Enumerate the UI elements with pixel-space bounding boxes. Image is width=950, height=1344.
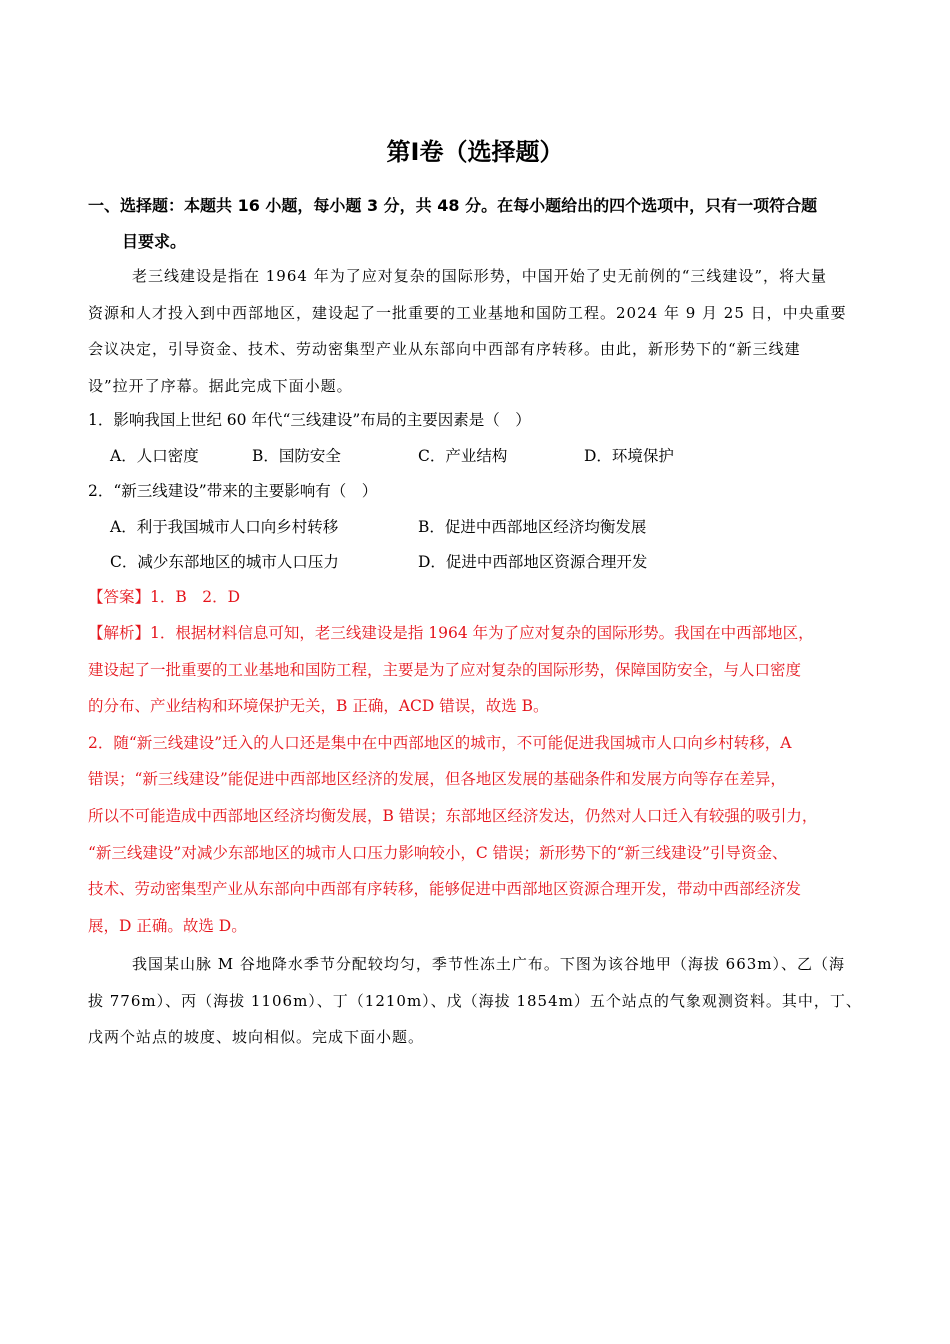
passage-2-line: 拔 776m）、丙（海拔 1106m）、丁（1210m）、戊（海拔 1854m）五个站点的气象观测资料。其中，丁、: [88, 991, 862, 1010]
question-1-option-d: D．环境保护: [584, 447, 674, 465]
question-2-option-b: B．促进中西部地区经济均衡发展: [418, 518, 647, 536]
question-1-option-b: B．国防安全: [252, 447, 341, 465]
analysis-line: “新三线建设”对减少东部地区的城市人口压力影响较小，C 错误；新形势下的“新三线建设”引导资金、: [88, 843, 788, 862]
analysis-line: 建设起了一批重要的工业基地和国防工程，主要是为了应对复杂的国际形势，保障国防安全，与人口密度: [88, 660, 802, 679]
passage-1-line: 资源和人才投入到中西部地区，建设起了一批重要的工业基地和国防工程。2024 年 9 月 25 日，中央重要: [88, 303, 847, 322]
analysis-line: 1．根据材料信息可知，老三线建设是指 1964 年为了应对复杂的国际形势。我国在中西部地区，: [150, 624, 814, 642]
answer-label: 【答案】: [88, 588, 151, 606]
passage-1: [88, 258, 866, 404]
analysis-block: [88, 615, 868, 944]
question-2-option-a: A．利于我国城市人口向乡村转移: [110, 518, 339, 536]
passage-2-line: 戊两个站点的坡度、坡向相似。完成下面小题。: [88, 1028, 425, 1046]
passage-1-line: 会议决定，引导资金、技术、劳动密集型产业从东部向中西部有序转移。由此，新形势下的“新三线建: [88, 340, 801, 358]
answer-text: 1．B 2．D: [150, 588, 241, 606]
analysis-label: 【解析】: [88, 624, 151, 642]
question-1-option-a: A．人口密度: [110, 447, 199, 465]
question-2-stem: 2．“新三线建设”带来的主要影响有（ ）: [88, 482, 378, 500]
analysis-line: 的分布、产业结构和环境保护无关，B 正确，ACD 错误，故选 B。: [88, 697, 549, 716]
page-title: 第Ⅰ卷（选择题）: [386, 138, 564, 166]
analysis-line: 技术、劳动密集型产业从东部向中西部有序转移，能够促进中西部地区资源合理开发，带动中西部经济发: [88, 880, 802, 899]
passage-2: [88, 946, 866, 1056]
analysis-line: 错误；“新三线建设”能促进中西部地区经济的发展，但各地区发展的基础条件和发展方向等存在差异，: [88, 770, 786, 789]
question-1-stem: 1．影响我国上世纪 60 年代“三线建设”布局的主要因素是（ ）: [88, 411, 531, 429]
analysis-line: 所以不可能造成中西部地区经济均衡发展，B 错误；东部地区经济发达，仍然对人口迁入有较强的吸引力，: [88, 806, 818, 825]
question-2-option-c: C．减少东部地区的城市人口压力: [110, 553, 339, 571]
passage-2-line: 我国某山脉 M 谷地降水季节分配较均匀，季节性冻土广布。下图为该谷地甲（海拔 663m）、乙（海: [132, 955, 846, 973]
analysis-line: 2．随“新三线建设”迁入的人口还是集中在中西部地区的城市，不可能促进我国城市人口向乡村转移，A: [88, 733, 792, 752]
passage-1-line: 设”拉开了序幕。据此完成下面小题。: [88, 376, 353, 395]
passage-1-line: 老三线建设是指在 1964 年为了应对复杂的国际形势，中国开始了史无前例的“三线建设”，将大量: [132, 267, 828, 285]
section-heading-line-1: 一、选择题：本题共 16 小题，每小题 3 分，共 48 分。在每小题给出的四个选项中，只有一项符合题: [88, 196, 818, 215]
question-2-option-d: D．促进中西部地区资源合理开发: [418, 553, 648, 571]
section-heading-line-2: 目要求。: [122, 232, 187, 251]
question-1-option-c: C．产业结构: [418, 447, 508, 465]
analysis-line: 展，D 正确。故选 D。: [88, 916, 247, 935]
section-heading: [88, 188, 868, 260]
answer-block: [88, 579, 868, 616]
